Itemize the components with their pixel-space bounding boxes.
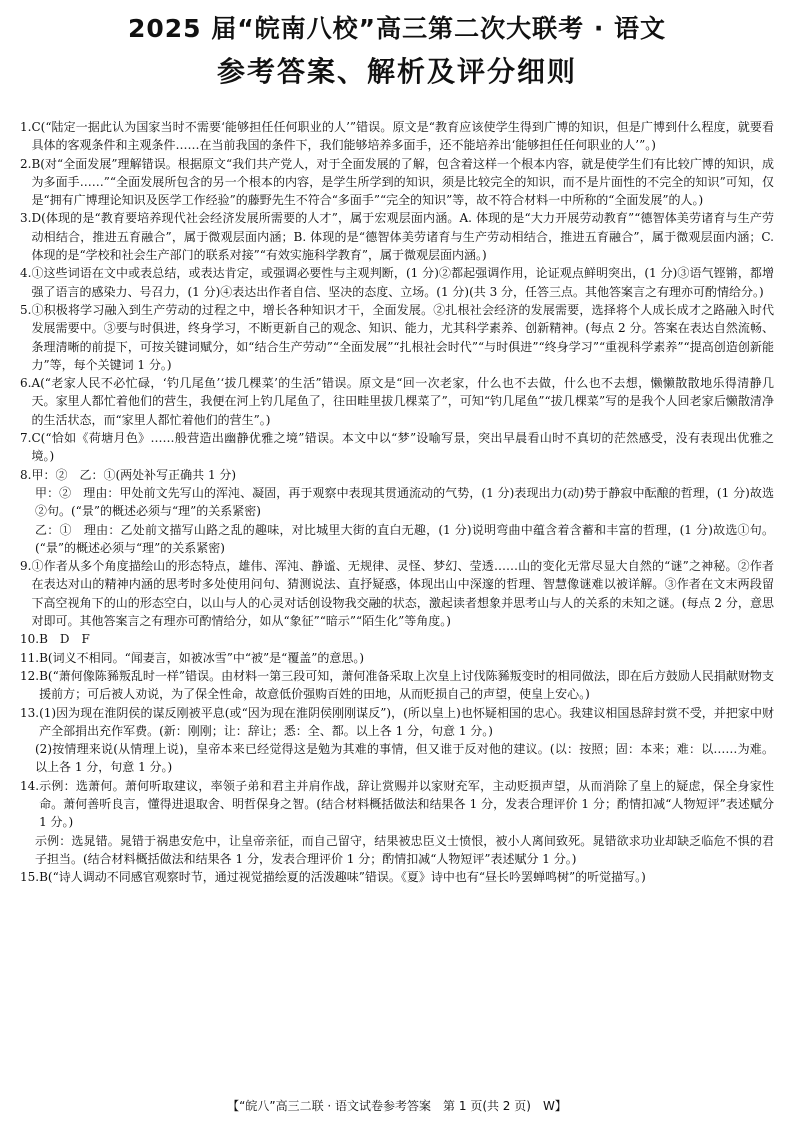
item-number: 10. xyxy=(20,632,40,647)
item-text: B D F xyxy=(39,632,90,647)
item-text: ①这些词语在文中或表总结，或表达肯定，或强调必要性与主观判断，(1 分)②都起强调作用，论证观点鲜明突出，(1 分)③语气铿锵，都增强了语言的感染力、号召力，(1 分)④表达出作者自信、坚决的态度、立场。(1 分)(共 3 分，任答三点。其他答案言之有理亦可酌情给分。) xyxy=(31,266,774,299)
item-number: 8. xyxy=(20,467,32,482)
item-number: 11. xyxy=(20,650,40,665)
item-number: 1. xyxy=(20,120,32,134)
item-text: B(“萧何像陈豨叛乱时一样”错误。由材料一第三段可知，萧何准备采取上次皇上讨伐陈豨叛变时的相同做法，即在后方鼓励人民捐献财物支援前方；可后被人劝说，为了保全性命，故意低价强购百姓的田地，从而贬损自己的声望，使皇上安心。) xyxy=(39,668,774,702)
answer-item-13 xyxy=(20,704,774,741)
item-number: 2. xyxy=(20,156,32,171)
answer-item-1 xyxy=(20,118,774,155)
item-number: 5. xyxy=(20,302,32,317)
item-text: 甲：② 乙：①(两处补写正确共 1 分) xyxy=(31,467,237,482)
item-text: ①作者从多个角度描绘山的形态特点，雄伟、浑沌、静谧、无规律、灵怪、梦幻、莹透……山的变化无常尽显大自然的“谜”之神秘。②作者在表达对山的精神内涵的思考时多处使用问句、猜测说法、直抒疑惑，体现出山中深邃的哲理、智慧像谜难以被详解。③作者在文末两段留下高空视角下的山的形态空白，以山与人的心灵对话创设物我交融的状态，激起读者想象并思考山与人的关系的未知之谜。(每点 2 分，意思对即可。其他答案言之有理亦可酌情给分，如从“象征”“暗示”“陌生化”等角度。) xyxy=(31,559,774,629)
item-number: 9. xyxy=(20,559,32,574)
item-text: A(“老家人民不必忙碌，‘钓几尾鱼’‘拔几棵菜’的生活”错误。原文是“回一次老家，什么也不去做，什么也不去想，懒懒散散地乐得清静几天。家里人都忙着他们的营生，我便在河上钓几尾鱼了，往田畦里拔几棵菜了”，可知“钓几尾鱼”“拔几棵菜”写的是我个人回老家后懒散清净的生活状态，而“家里人都忙着他们的营生”。) xyxy=(31,376,774,427)
answer-item-3 xyxy=(20,209,774,264)
answer-item-15 xyxy=(20,868,774,886)
answer-item-9 xyxy=(20,557,774,630)
item-text: C(“陆定一据此认为国家当时不需要‘能够担任任何职业的人’”错误。原文是“教育应该使学生得到广博的知识，但是广博到什么程度，就要看具体的客观条件和主观条件……在当前我国的条件下，我们能够培养多面手，还不能培养出‘能够担任任何职业的人’”。) xyxy=(31,120,774,153)
page-subtitle: 参考答案、解析及评分细则 xyxy=(216,55,577,88)
answer-item-8 xyxy=(20,466,774,484)
item-number: 4. xyxy=(20,266,32,281)
answer-item-14 xyxy=(20,777,774,832)
answer-item-8-sub-2: 乙：① 理由：乙处前文描写山路之乱的趣味，对比城里大街的直白无趣，(1 分)说明弯曲中蕴含着含蓄和丰富的哲理，(1 分)故选①句。(“景”的概述必须与“理”的关系紧密) xyxy=(35,522,774,555)
title-block xyxy=(0,0,794,92)
item-number: 15. xyxy=(20,870,40,885)
answer-item-8-sub-1: 甲：② 理由：甲处前文先写山的浑沌、凝固，再于观察中表现其贯通流动的气势，(1 分)表现出力(动)势于静寂中酝酿的哲理，(1 分)故选②句。(“景”的概述必须与“理”的关系紧密) xyxy=(35,485,774,519)
answer-item-14-sub-1: 示例：选晁错。晁错于祸患安危中，让皇帝亲征，而自己留守，结果被忠臣义士愤恨，被小人离间致死。晁错欲求功业却缺乏临危不惧的君子担当。(结合材料概括做法和结果各 1 分，发表合理评价 1 分；酌情扣减“人物短评”表述赋分 1 分。) xyxy=(35,833,774,866)
item-number: 12. xyxy=(20,668,40,683)
item-number: 3. xyxy=(20,211,32,226)
item-text: 示例：选萧何。萧何听取建议，率领子弟和君主并肩作战，辞让赏赐并以家财充军，主动贬损声望，从而消除了皇上的疑虑，保全身家性命。萧何善听良言，懂得进退取舍、明哲保身之智。(结合材料概括做法和结果各 1 分，发表合理评价 1 分；酌情扣减“人物短评”表述赋分 1 分。) xyxy=(39,778,774,830)
item-text: C(“恰如《荷塘月色》……般营造出幽静优雅之境”错误。本文中以“梦”设喻写景，突出早晨看山时不真切的茫然感受，没有表现出优雅之境。) xyxy=(31,431,774,464)
item-number: 6. xyxy=(20,376,32,391)
answer-item-7 xyxy=(20,429,774,466)
item-text: D(体现的是“教育要培养现代社会经济发展所需要的人才”，属于宏观层面内涵。A. 体现的是“大力开展劳动教育”“德智体美劳诸育与生产劳动相结合，推进五育融合”，属于微观层面内涵；B. 体现的是“德智体美劳诸育与生产劳动相结合，推进五育融合”，属于微观层面内涵；C. 体现的是“学校和社会生产部门的联系对接”“有效实施科学教育”，属于微观层面内涵。) xyxy=(31,211,774,263)
answer-item-4 xyxy=(20,264,774,301)
answer-item-6 xyxy=(20,374,774,429)
page-title: 2025 届“皖南八校”高三第二次大联考 · 语文 xyxy=(127,14,667,43)
answer-item-10 xyxy=(20,630,774,648)
item-text: B(词义不相同。“闻妻言，如被冰雪”中“被”是“覆盖”的意思。) xyxy=(39,650,365,665)
item-number: 7. xyxy=(20,431,32,446)
item-text: ①积极将学习融入到生产劳动的过程之中，增长各种知识才干，全面发展。②扎根社会经济的发展需要，选择将个人成长成才之路融入时代发展需要中。③要与时俱进，终身学习，不断更新自己的观念、知识、能力，尤其科学素养、创新精神。(每点 2 分。答案在表达自然流畅、条理清晰的前提下，可按关键词赋分，如“结合生产劳动”“全面发展”“扎根社会时代”“与时俱进”“终身学习”“重视科学素养”“提高创造创新能力”等，每个关键词 1 分。) xyxy=(31,302,774,372)
answer-item-5 xyxy=(20,301,774,374)
item-text: B(对“全面发展”理解错误。根据原文“我们共产党人，对于全面发展的了解，包含着这样一个根本内容，就是使学生们有比较广博的知识，成为多面手……”“全面发展所包含的另一个根本的内容，是学生所学到的知识，须是比较完全的知识，而不是片面性的不完全的知识”可知，仅是“拥有广博理论知识及医学工作经验”的藤野先生不符合“多面手”“完全的知识”等，故不符合材料一中所称的“全面发展”的人。) xyxy=(31,156,774,208)
answer-item-11 xyxy=(20,649,774,667)
item-number: 13. xyxy=(20,705,40,720)
page-footer: 【“皖八”高三二联 · 语文试卷参考答案 第 1 页(共 2 页) W】 xyxy=(227,1099,567,1113)
answer-item-12 xyxy=(20,667,774,704)
answer-item-13-sub-1: (2)按情理来说(从情理上说)，皇帝本来已经觉得这是勉为其难的事情，但又谁于反对他的建议。(以：按照；固：本来；难：以……为难。以上各 1 分，句意 1 分。) xyxy=(35,742,774,775)
answer-item-2 xyxy=(20,155,774,210)
item-number: 14. xyxy=(20,778,40,793)
answer-list xyxy=(20,118,774,886)
item-text: B(“诗人调动不同感官观察时节，通过视觉描绘夏的活泼趣味”错误。《夏》诗中也有“昼长吟罢蝉鸣树”的听觉描写。) xyxy=(39,870,646,885)
item-text: (1)因为现在淮阴侯的谋反刚被平息(或“因为现在淮阴侯刚刚谋反”)，(所以皇上)也怀疑相国的忠心。我建议相国恳辞封赏不受，并把家中财产全部捐出充作军费。(新：刚刚；让：辞让；悉：全、都。以上各 1 分，句意 1 分。) xyxy=(39,705,774,738)
